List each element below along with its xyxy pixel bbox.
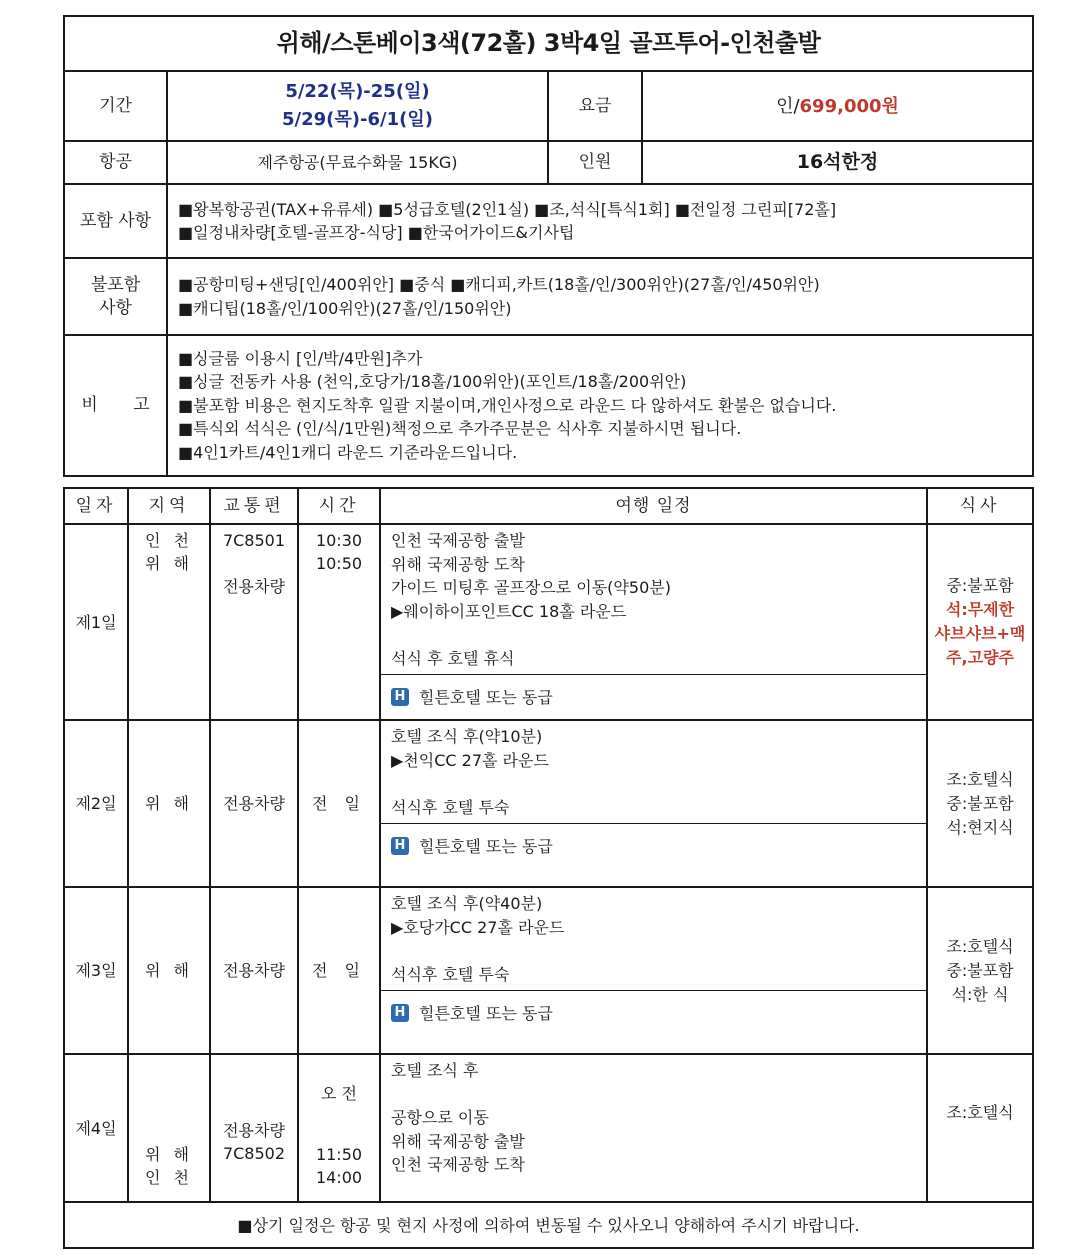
- plan-line: 호텔 조식 후(약40분): [391, 894, 543, 913]
- header-day: 일자: [64, 488, 128, 524]
- transport-line: 전용차량: [223, 961, 285, 980]
- plan-line: 인천 국제공항 도착: [391, 1155, 525, 1174]
- header-region: 지역: [128, 488, 210, 524]
- hotel-line: [381, 823, 926, 868]
- hotel-icon: H: [391, 837, 409, 855]
- transport-line: 전용차량: [223, 794, 285, 813]
- plan-line: 가이드 미팅후 골프장으로 이동(약50분): [391, 578, 671, 597]
- header-transport: 교통편: [210, 488, 298, 524]
- meal-line: 조:호텔식: [946, 1103, 1014, 1122]
- plan-line: ▶천익CC 27홀 라운드: [391, 750, 549, 770]
- header-time: 시간: [298, 488, 380, 524]
- people-value: 16석한정: [642, 141, 1033, 184]
- schedule-row: [64, 1054, 1033, 1202]
- time-line: 11:50: [315, 1145, 363, 1164]
- notes-label: [64, 335, 167, 476]
- plan-line: [391, 772, 916, 796]
- transport-line: 전용차량: [223, 1121, 285, 1140]
- meal-line: 중:불포함: [946, 793, 1014, 813]
- schedule-row: [64, 887, 1033, 1054]
- period-date-2: 5/29(목)-6/1(일): [282, 109, 433, 130]
- time-line: 10:50: [315, 554, 363, 573]
- notes-line: ■불포함 비용은 현지도착후 일괄 지불이며,개인사정으로 라운드 다 않하셔도 환불은 없습니다.: [178, 395, 837, 415]
- time-line: 10:30: [315, 531, 363, 550]
- meal-cell: [927, 720, 1033, 887]
- plan-line: 위해 국제공항 출발: [391, 1131, 525, 1151]
- transport: [210, 887, 298, 1054]
- transport-line: 전용차량: [223, 577, 285, 596]
- excluded-label-line: 사항: [99, 297, 132, 318]
- meal-line: 중:불포함: [946, 960, 1014, 980]
- region-line: 위 해: [145, 1145, 193, 1164]
- plan-line: 석식 후 호텔 휴식: [391, 648, 515, 668]
- meal-line: 조:호텔식: [946, 936, 1014, 956]
- region-line: 위 해: [145, 794, 193, 813]
- meal-special-line: 샤브샤브+맥: [934, 624, 1026, 643]
- time: [298, 1054, 380, 1202]
- time-line: 전 일: [312, 794, 366, 813]
- fee-prefix: 인/: [776, 95, 800, 117]
- plan-cell: [380, 524, 927, 720]
- transport-line: 7C8501: [222, 531, 286, 550]
- time: [298, 524, 380, 720]
- time-line: 14:00: [315, 1168, 363, 1187]
- fee-cell: [642, 71, 1033, 141]
- plan-line: ▶호당가CC 27홀 라운드: [391, 917, 565, 937]
- excluded-line: ■공항미팅+샌딩[인/400위안] ■중식 ■캐디피,카트(18홀/인/300위안)(27홀/인/450위안): [178, 275, 820, 294]
- hotel-line: [381, 674, 926, 719]
- transport: [210, 1054, 298, 1202]
- included-line: ■일정내차량[호텔-골프장-식당] ■한국어가이드&기사팁: [178, 223, 575, 242]
- airline-label: 항공: [64, 141, 167, 184]
- schedule-row: [64, 524, 1033, 720]
- people-label: 인원: [548, 141, 642, 184]
- header-meal: 식사: [927, 488, 1033, 524]
- transport: [210, 720, 298, 887]
- header-plan: 여행 일정: [380, 488, 927, 524]
- meal-line: 중:불포함: [946, 576, 1014, 595]
- region: [128, 887, 210, 1054]
- period-label: 기간: [64, 71, 167, 141]
- notes-line: ■싱글룸 이용시 [인/박/4만원]추가: [178, 348, 423, 368]
- included-label: 포함 사항: [64, 184, 167, 258]
- region-line: 인 천: [145, 1168, 193, 1187]
- plan-line: ▶웨이하이포인트CC 18홀 라운드: [391, 601, 627, 621]
- fee-label: 요금: [548, 71, 642, 141]
- time: [298, 887, 380, 1054]
- plan-line: 위해 국제공항 도착: [391, 554, 525, 574]
- region-line: 위 해: [145, 961, 193, 980]
- meal-cell: [927, 887, 1033, 1054]
- excluded-label-line: 불포함: [90, 274, 141, 295]
- excluded-cell: [167, 258, 1033, 335]
- day-label: 제4일: [64, 1054, 128, 1202]
- time-line: 오 전: [321, 1084, 357, 1103]
- plan-cell: [380, 887, 927, 1054]
- plan-line: 석식후 호텔 투숙: [391, 797, 510, 817]
- hotel-icon: H: [391, 1004, 409, 1022]
- day-label: 제3일: [64, 887, 128, 1054]
- meal-cell: [927, 524, 1033, 720]
- plan-cell: [380, 1054, 927, 1202]
- notes-line: ■특식외 석식은 (인/식/1만원)책정으로 추가주문분은 식사후 지불하시면 됩니다.: [178, 419, 742, 439]
- period-date-1: 5/22(목)-25(일): [285, 81, 430, 102]
- excluded-label: [64, 258, 167, 335]
- hotel-name: 힐튼호텔 또는 동급: [419, 836, 553, 856]
- plan-line: 공항으로 이동: [391, 1108, 489, 1127]
- day-label: 제2일: [64, 720, 128, 887]
- meal-line: 조:호텔식: [946, 769, 1014, 789]
- transport: [210, 524, 298, 720]
- notes-line: ■싱글 전동카 사용 (천익,호당가/18홀/100위안)(포인트/18홀/200위안): [178, 372, 687, 392]
- meal-line: 석:한 식: [951, 984, 1009, 1004]
- plan-line: [391, 1083, 916, 1107]
- schedule-footer-note: ■상기 일정은 항공 및 현지 사정에 의하여 변동될 수 있사오니 양해하여 주시기 바랍니다.: [64, 1202, 1033, 1248]
- time-spacer: [299, 1105, 379, 1143]
- fee-value: 699,000원: [799, 95, 899, 117]
- plan-line: 호텔 조식 후: [391, 1061, 479, 1080]
- included-line: ■왕복항공권(TAX+유류세) ■5성급호텔(2인1실) ■조,석식[특식1회] ■전일정 그린피[72홀]: [178, 199, 837, 219]
- meal-line: 석:현지식: [946, 817, 1014, 837]
- hotel-name: 힐튼호텔 또는 동급: [419, 1003, 553, 1023]
- meal-special-line: 석:무제한: [945, 600, 1015, 619]
- notes-label-text: 비 고: [81, 395, 150, 415]
- notes-line: ■4인1카트/4인1캐디 라운드 기준라운드입니다.: [178, 442, 518, 462]
- time: [298, 720, 380, 887]
- transport-line: [211, 552, 297, 575]
- transport-line: 7C8502: [222, 1144, 286, 1163]
- plan-line: 석식후 호텔 투숙: [391, 964, 510, 984]
- region: [128, 524, 210, 720]
- meal-cell: [927, 1054, 1033, 1202]
- time-line: 전 일: [312, 961, 366, 980]
- included-cell: [167, 184, 1033, 258]
- hotel-name: 힐튼호텔 또는 동급: [419, 687, 553, 707]
- schedule-table: [63, 487, 1034, 1249]
- plan-line: [391, 623, 916, 647]
- period-cell: [167, 71, 548, 141]
- day-label: 제1일: [64, 524, 128, 720]
- meal-special-line: 주,고량주: [946, 648, 1014, 667]
- region: [128, 720, 210, 887]
- airline-value: 제주항공(무료수화물 15KG): [167, 141, 548, 184]
- region-line: 인 천: [145, 531, 193, 550]
- plan-line: 인천 국제공항 출발: [391, 531, 525, 550]
- plan-line: [391, 939, 916, 963]
- notes-cell: [167, 335, 1033, 476]
- region-line: 위 해: [145, 554, 193, 573]
- plan-line: 호텔 조식 후(약10분): [391, 727, 543, 746]
- tour-info-table: [63, 15, 1034, 477]
- region: [128, 1054, 210, 1202]
- excluded-line: ■캐디팁(18홀/인/100위안)(27홀/인/150위안): [178, 298, 512, 318]
- plan-cell: [380, 720, 927, 887]
- hotel-icon: H: [391, 688, 409, 706]
- hotel-line: [381, 990, 926, 1035]
- page-title: 위해/스톤베이3색(72홀) 3박4일 골프투어-인천출발: [64, 16, 1033, 71]
- schedule-row: [64, 720, 1033, 887]
